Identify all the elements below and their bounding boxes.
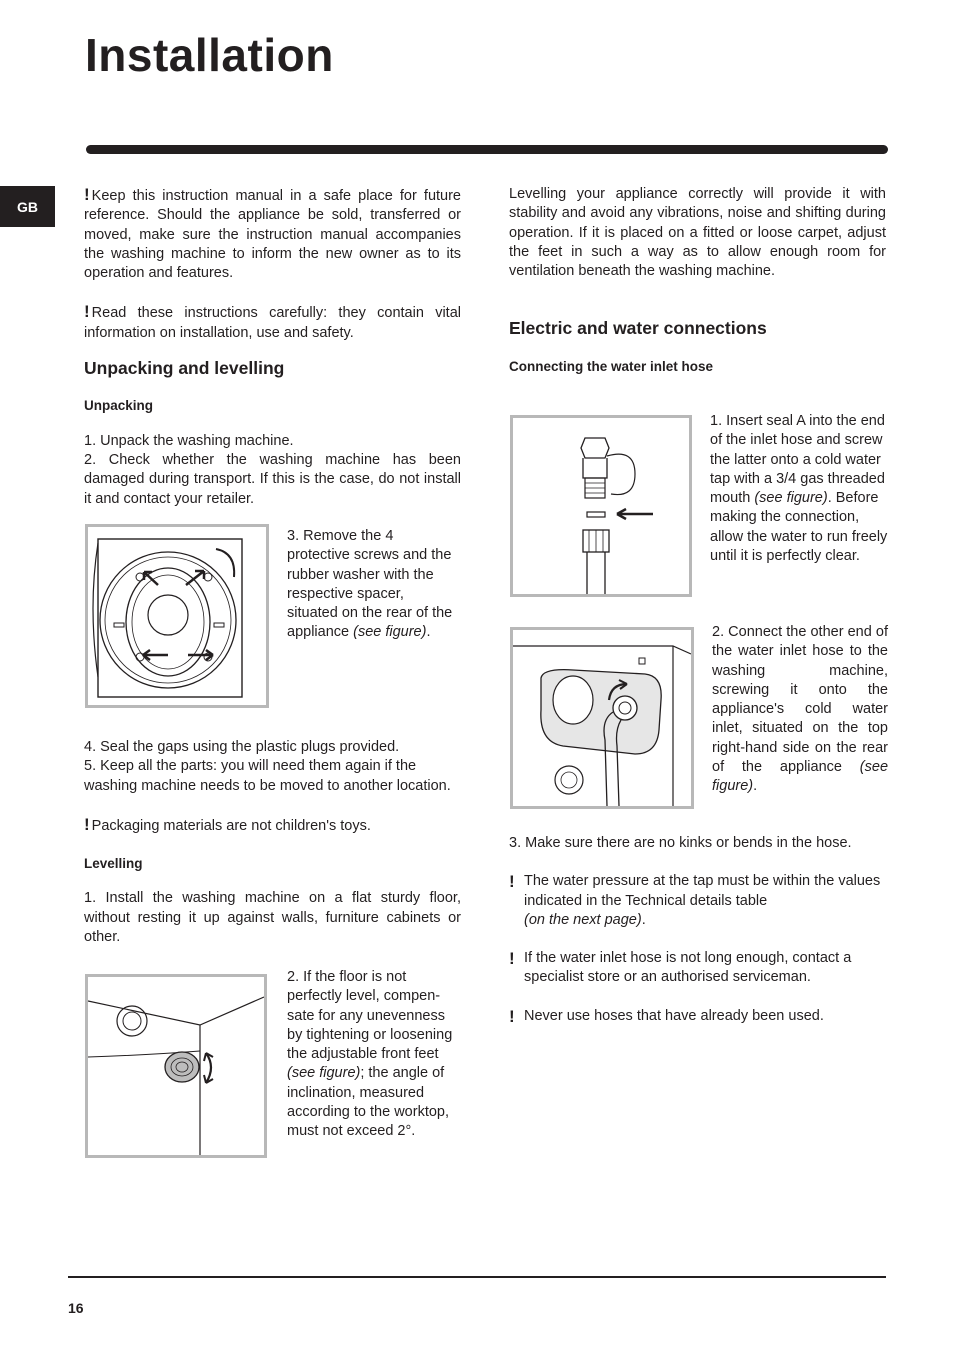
warning-exclamation-icon: !: [509, 872, 515, 892]
warning-exclamation-icon: !: [509, 949, 515, 969]
title-rule: [86, 145, 888, 154]
unpack-step-3: [287, 527, 457, 643]
see-figure-ref: (see figure): [754, 490, 828, 507]
warning-packaging-text: Packaging materials are not children's toys.: [91, 817, 371, 834]
figure-tap-seal: [510, 415, 692, 597]
see-figure-ref: (see figure): [287, 1065, 361, 1082]
warning-manual-text: Keep this instruction manual in a safe place for future reference. Should the appliance be sold, transferred or moved, make sure the instruction manual accompanies the washing machine to inform the new owner as to its operation and features.: [84, 188, 461, 282]
figure-appliance-inlet: [510, 627, 694, 809]
right-column: [509, 185, 886, 376]
hose-step-2-text: 2. Connect the other end of the water inlet hose to the washing machine, screwing it onto the appliance's cold water inlet, situated on the top right-hand side on the rear of the appliance: [712, 624, 888, 776]
subheading-unpacking: Unpacking: [84, 398, 154, 414]
warning-manual: [84, 185, 461, 283]
unpack-step-1: 1. Unpack the washing machine.: [84, 432, 294, 449]
unpack-step-3-text: 3. Remove the 4 protective screws and the rubber washer with the respective spacer, situated on the rear of the appliance: [287, 528, 453, 641]
subheading-levelling: Levelling: [84, 856, 143, 872]
left-column-lower: [84, 738, 461, 947]
hose-step-1-text: 1. Insert seal A into the end of the inlet hose and screw the latter onto a cold water tap with a 3/4 gas threaded mouth: [710, 413, 885, 507]
hose-step-2: [712, 623, 888, 797]
unpack-step-2: 2. Check whether the washing machine has been damaged during transport. If this is the case, do not install it and contact your retailer.: [84, 451, 461, 507]
hose-step-1: [710, 412, 888, 566]
levelling-paragraph: Levelling your appliance correctly will provide it with stability and avoid any vibrations, noise and shifting during operation. If it is placed on a fitted or loose carpet, adjust the feet in such a way as to allow enough room for ventilation beneath the washing machine.: [509, 186, 886, 280]
tap-seal-illustration: [513, 418, 689, 594]
warning-length-text: If the water inlet hose is not long enough, contact a specialist store or an authorised serviceman.: [524, 950, 852, 986]
footer-rule: [68, 1276, 886, 1278]
heading-unpacking-levelling: Unpacking and levelling: [84, 358, 285, 379]
rear-screws-illustration: [88, 527, 266, 705]
see-figure-ref: (see figure): [712, 759, 889, 795]
warning-exclamation-icon: !: [84, 185, 90, 204]
warning-read-text: Read these instructions carefully: they contain vital information on installation, use and safety.: [84, 305, 461, 341]
warning-used-hoses: [509, 1007, 886, 1026]
unpack-step-5: 5. Keep all the parts: you will need them again if the washing machine needs to be moved to another location.: [84, 758, 451, 794]
level-step-2-tail: ; the angle of inclination, measured according to the worktop, must not exceed 2°.: [287, 1065, 450, 1140]
language-tab: [0, 186, 55, 227]
subheading-inlet-hose: Connecting the water inlet hose: [509, 358, 714, 374]
period: .: [641, 911, 646, 928]
period: .: [426, 624, 431, 641]
period: .: [753, 778, 758, 795]
warning-pressure-ref: (on the next page): [524, 911, 642, 928]
warning-pressure-text: The water pressure at the tap must be within the values indicated in the Technical details table: [524, 873, 881, 909]
hose-step-3: 3. Make sure there are no kinks or bends in the hose.: [509, 835, 852, 851]
warning-length: [509, 949, 886, 988]
warning-exclamation-icon: !: [84, 302, 90, 322]
figure-rear-screws: [85, 524, 269, 708]
warning-read: [84, 302, 461, 343]
see-figure-ref: (see figure): [353, 624, 427, 641]
left-column: [84, 185, 461, 509]
level-step-1: 1. Install the washing machine on a flat sturdy floor, without resting it up against walls, furniture cabinets or other.: [84, 890, 461, 946]
heading-electric-water: Electric and water connections: [509, 318, 767, 339]
warning-exclamation-icon: !: [84, 814, 90, 834]
hose-step-1-tail: . Before making the connection, allow the water to run freely until it is perfectly clear.: [710, 490, 888, 565]
right-column-lower: [509, 834, 886, 1026]
level-step-2: [287, 968, 462, 1142]
page-number: 16: [68, 1300, 84, 1316]
warning-exclamation-icon: !: [509, 1006, 515, 1026]
warning-packaging: [84, 815, 461, 836]
level-step-2-text: 2. If the floor is not perfectly level, compen-sate for any unevenness by tightening or loosening the adjustable front feet: [287, 969, 453, 1063]
adjustable-foot-illustration: [88, 977, 264, 1155]
page-title: Installation: [85, 29, 334, 81]
warning-pressure: [509, 872, 886, 930]
unpack-step-4: 4. Seal the gaps using the plastic plugs provided.: [84, 739, 400, 755]
language-tab-label: GB: [17, 198, 38, 215]
figure-adjustable-foot: [85, 974, 267, 1158]
appliance-inlet-illustration: [513, 630, 691, 806]
warning-used-hoses-text: Never use hoses that have already been used.: [524, 1007, 824, 1024]
